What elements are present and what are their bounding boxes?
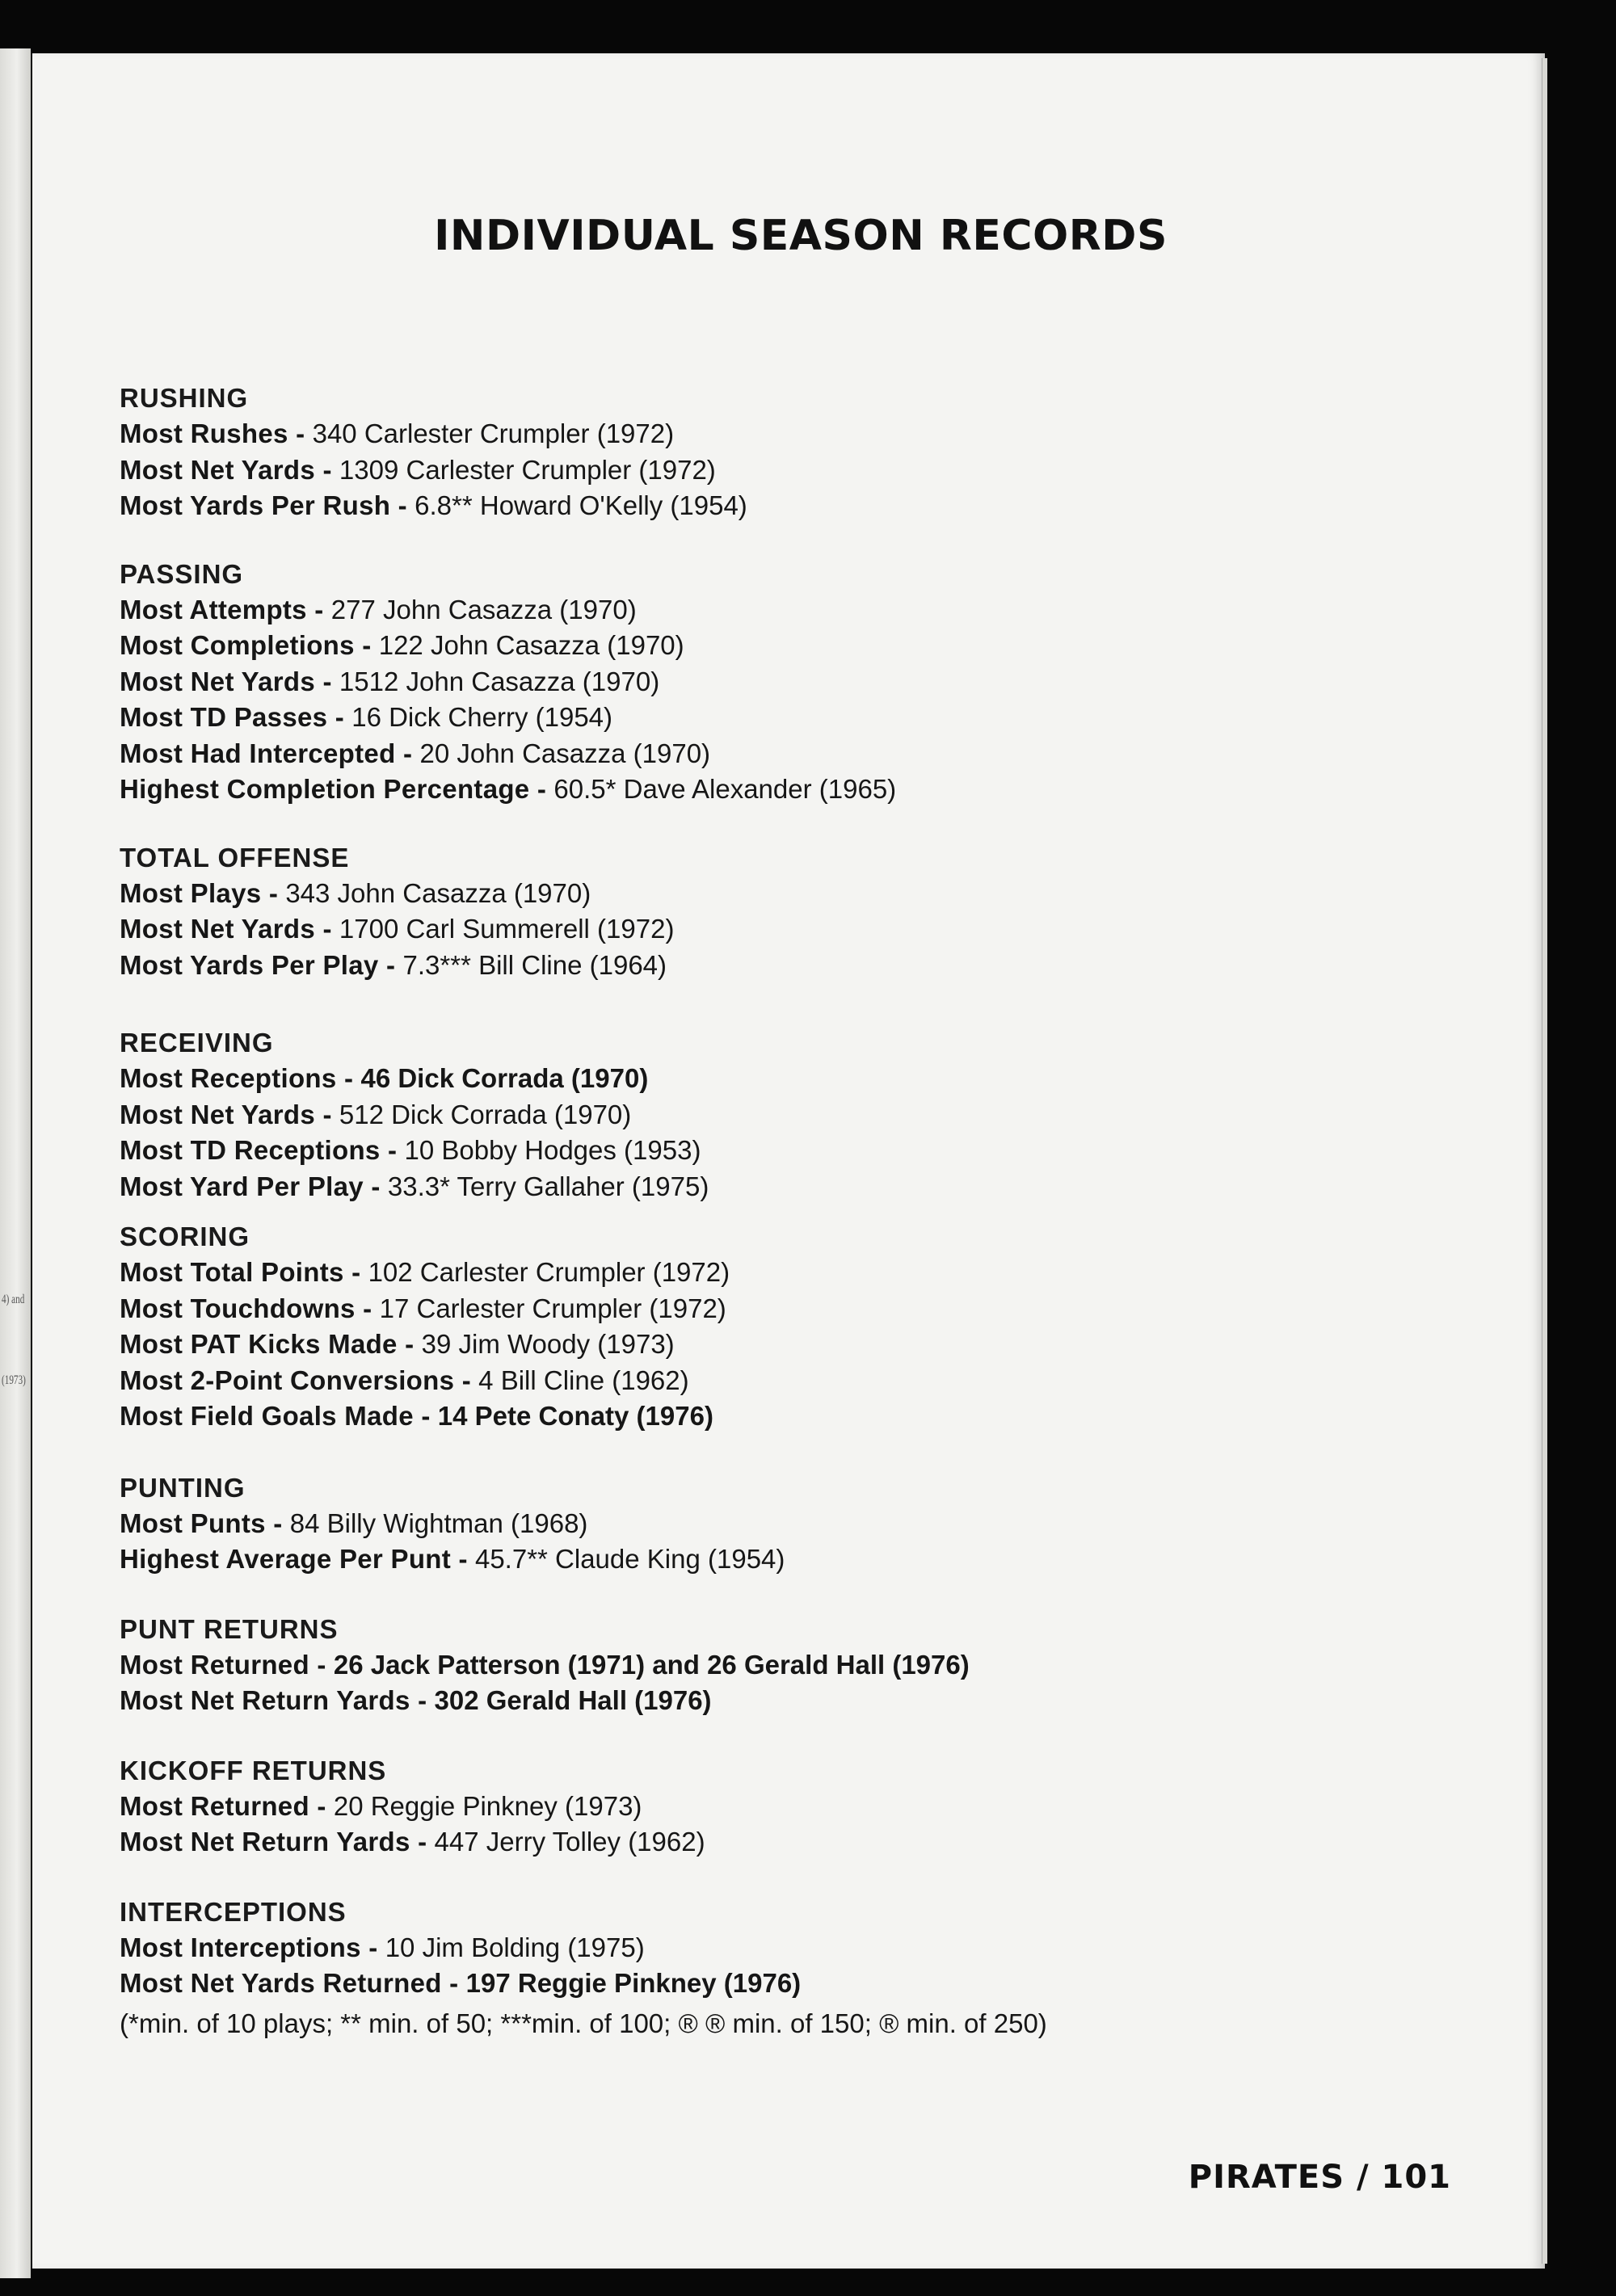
page-footer: PIRATES / 101: [1188, 2159, 1451, 2196]
section-interceptions: [120, 1894, 1461, 2002]
record-value: 7.3*** Bill Cline (1964): [395, 949, 667, 980]
record-line: [120, 1683, 1461, 1719]
record-value: 20 Reggie Pinkney (1973): [326, 1790, 642, 1821]
section-heading: PUNTING: [120, 1472, 246, 1503]
section-receiving: [120, 1025, 1461, 1205]
record-value: 33.3* Terry Gallaher (1975): [380, 1171, 709, 1201]
record-value: 46 Dick Corrada (1970): [353, 1063, 649, 1093]
record-line: [120, 1930, 1461, 1966]
record-label: Most 2-Point Conversions -: [120, 1365, 471, 1395]
record-value: 17 Carlester Crumpler (1972): [372, 1293, 726, 1323]
record-line: [120, 1097, 1461, 1133]
record-label: Most Had Intercepted -: [120, 738, 413, 768]
record-value: 343 John Casazza (1970): [278, 877, 591, 908]
section-heading: RUSHING: [120, 383, 249, 413]
section-heading: SCORING: [120, 1222, 250, 1251]
record-label: Most Punts -: [120, 1508, 283, 1538]
record-label: Most TD Passes -: [120, 702, 345, 732]
record-line: [120, 592, 1461, 629]
record-value: 197 Reggie Pinkney (1976): [458, 1968, 802, 1998]
record-value: 1700 Carl Summerell (1972): [331, 914, 675, 944]
section-heading: PASSING: [120, 558, 244, 589]
record-label: Most Receptions -: [120, 1063, 354, 1093]
section-heading: TOTAL OFFENSE: [120, 842, 350, 873]
record-line: [120, 416, 1461, 452]
record-value: 340 Carlester Crumpler (1972): [305, 418, 675, 448]
record-value: 1309 Carlester Crumpler (1972): [331, 454, 716, 485]
document-page: [32, 53, 1545, 2269]
record-value: 39 Jim Woody (1973): [414, 1329, 675, 1359]
section-heading: PUNT RETURNS: [120, 1613, 339, 1644]
record-label: Most Yards Per Rush -: [120, 490, 407, 520]
record-label: Most Returned -: [120, 1790, 326, 1821]
record-value: 16 Dick Cherry (1954): [344, 702, 613, 732]
record-label: Most Net Yards -: [120, 914, 332, 944]
adjacent-page-edge: [0, 48, 31, 2278]
record-line: [120, 700, 1461, 736]
adjacent-page-fragment: 4) and: [2, 1293, 25, 1306]
record-value: 4 Bill Cline (1962): [471, 1365, 689, 1395]
record-label: Most Net Yards -: [120, 1099, 332, 1129]
record-label: Highest Completion Percentage -: [120, 774, 547, 804]
section-passing: [120, 557, 1461, 808]
records-body: [120, 381, 1461, 2042]
page-stack-edge: [1542, 58, 1547, 2264]
record-value: 1512 John Casazza (1970): [331, 666, 660, 696]
record-label: Most Returned -: [120, 1649, 326, 1680]
record-label: Most Interceptions -: [120, 1932, 378, 1962]
record-label: Most Net Yards Returned -: [120, 1968, 459, 1998]
record-label: Highest Average Per Punt -: [120, 1544, 468, 1574]
record-line: [120, 736, 1461, 772]
record-line: [120, 1363, 1461, 1399]
record-line: [120, 1255, 1461, 1291]
record-line: [120, 948, 1461, 984]
record-line: [120, 452, 1461, 489]
page-title: INDIVIDUAL SEASON RECORDS: [434, 212, 1168, 260]
record-line: [120, 911, 1461, 948]
record-line: [120, 1169, 1461, 1205]
record-line: [120, 1398, 1461, 1435]
record-line: [120, 664, 1461, 700]
record-value: 84 Billy Wightman (1968): [282, 1508, 588, 1538]
section-punt-returns: [120, 1612, 1461, 1719]
record-line: [120, 1966, 1461, 2002]
record-line: [120, 1327, 1461, 1363]
section-heading: KICKOFF RETURNS: [120, 1755, 387, 1785]
section-punting: [120, 1470, 1461, 1578]
record-label: Most PAT Kicks Made -: [120, 1329, 415, 1359]
record-line: [120, 772, 1461, 808]
record-line: [120, 628, 1461, 664]
record-label: Most TD Receptions -: [120, 1135, 398, 1165]
minimums-footnote: (*min. of 10 plays; ** min. of 50; ***min. of 100; ® ® min. of 150; ® min. of 250): [120, 2008, 1047, 2038]
record-value: 6.8** Howard O'Kelly (1954): [406, 490, 747, 520]
adjacent-page-fragment: (1973): [2, 1373, 26, 1387]
section-total-offense: [120, 840, 1461, 984]
record-line: [120, 1291, 1461, 1327]
record-line: [120, 1541, 1461, 1578]
record-value: 102 Carlester Crumpler (1972): [360, 1257, 730, 1287]
record-value: 302 Gerald Hall (1976): [427, 1685, 712, 1715]
record-label: Most Net Return Yards -: [120, 1685, 427, 1715]
section-kickoff-returns: [120, 1753, 1461, 1861]
section-scoring: [120, 1219, 1461, 1435]
record-label: Most Net Yards -: [120, 454, 332, 485]
record-value: 45.7** Claude King (1954): [467, 1544, 785, 1574]
section-heading: INTERCEPTIONS: [120, 1896, 347, 1927]
record-value: 20 John Casazza (1970): [412, 738, 711, 768]
record-value: 447 Jerry Tolley (1962): [427, 1827, 705, 1857]
record-value: 512 Dick Corrada (1970): [331, 1099, 632, 1129]
record-label: Most Attempts -: [120, 594, 324, 624]
record-line: [120, 1133, 1461, 1169]
record-value: 26 Jack Patterson (1971) and 26 Gerald Hall (1976): [326, 1649, 970, 1680]
record-line: [120, 1506, 1461, 1542]
record-label: Most Yards Per Play -: [120, 949, 396, 980]
record-line: [120, 1789, 1461, 1825]
record-label: Most Total Points -: [120, 1257, 361, 1287]
record-value: 10 Jim Bolding (1975): [377, 1932, 645, 1962]
section-heading: RECEIVING: [120, 1028, 274, 1058]
record-line: [120, 1824, 1461, 1861]
record-value: 14 Pete Conaty (1976): [430, 1401, 713, 1431]
record-label: Most Completions -: [120, 630, 372, 660]
record-line: [120, 488, 1461, 524]
record-value: 60.5* Dave Alexander (1965): [546, 774, 897, 804]
record-label: Most Plays -: [120, 877, 279, 908]
record-value: 10 Bobby Hodges (1953): [397, 1135, 701, 1165]
record-label: Most Net Return Yards -: [120, 1827, 427, 1857]
record-label: Most Field Goals Made -: [120, 1401, 431, 1431]
record-label: Most Rushes -: [120, 418, 305, 448]
record-label: Most Net Yards -: [120, 666, 332, 696]
record-value: 277 John Casazza (1970): [323, 594, 637, 624]
record-label: Most Yard Per Play -: [120, 1171, 381, 1201]
record-line: [120, 1647, 1461, 1684]
section-rushing: [120, 381, 1461, 524]
record-line: [120, 876, 1461, 912]
record-line: [120, 1061, 1461, 1097]
record-value: 122 John Casazza (1970): [371, 630, 684, 660]
record-label: Most Touchdowns -: [120, 1293, 372, 1323]
